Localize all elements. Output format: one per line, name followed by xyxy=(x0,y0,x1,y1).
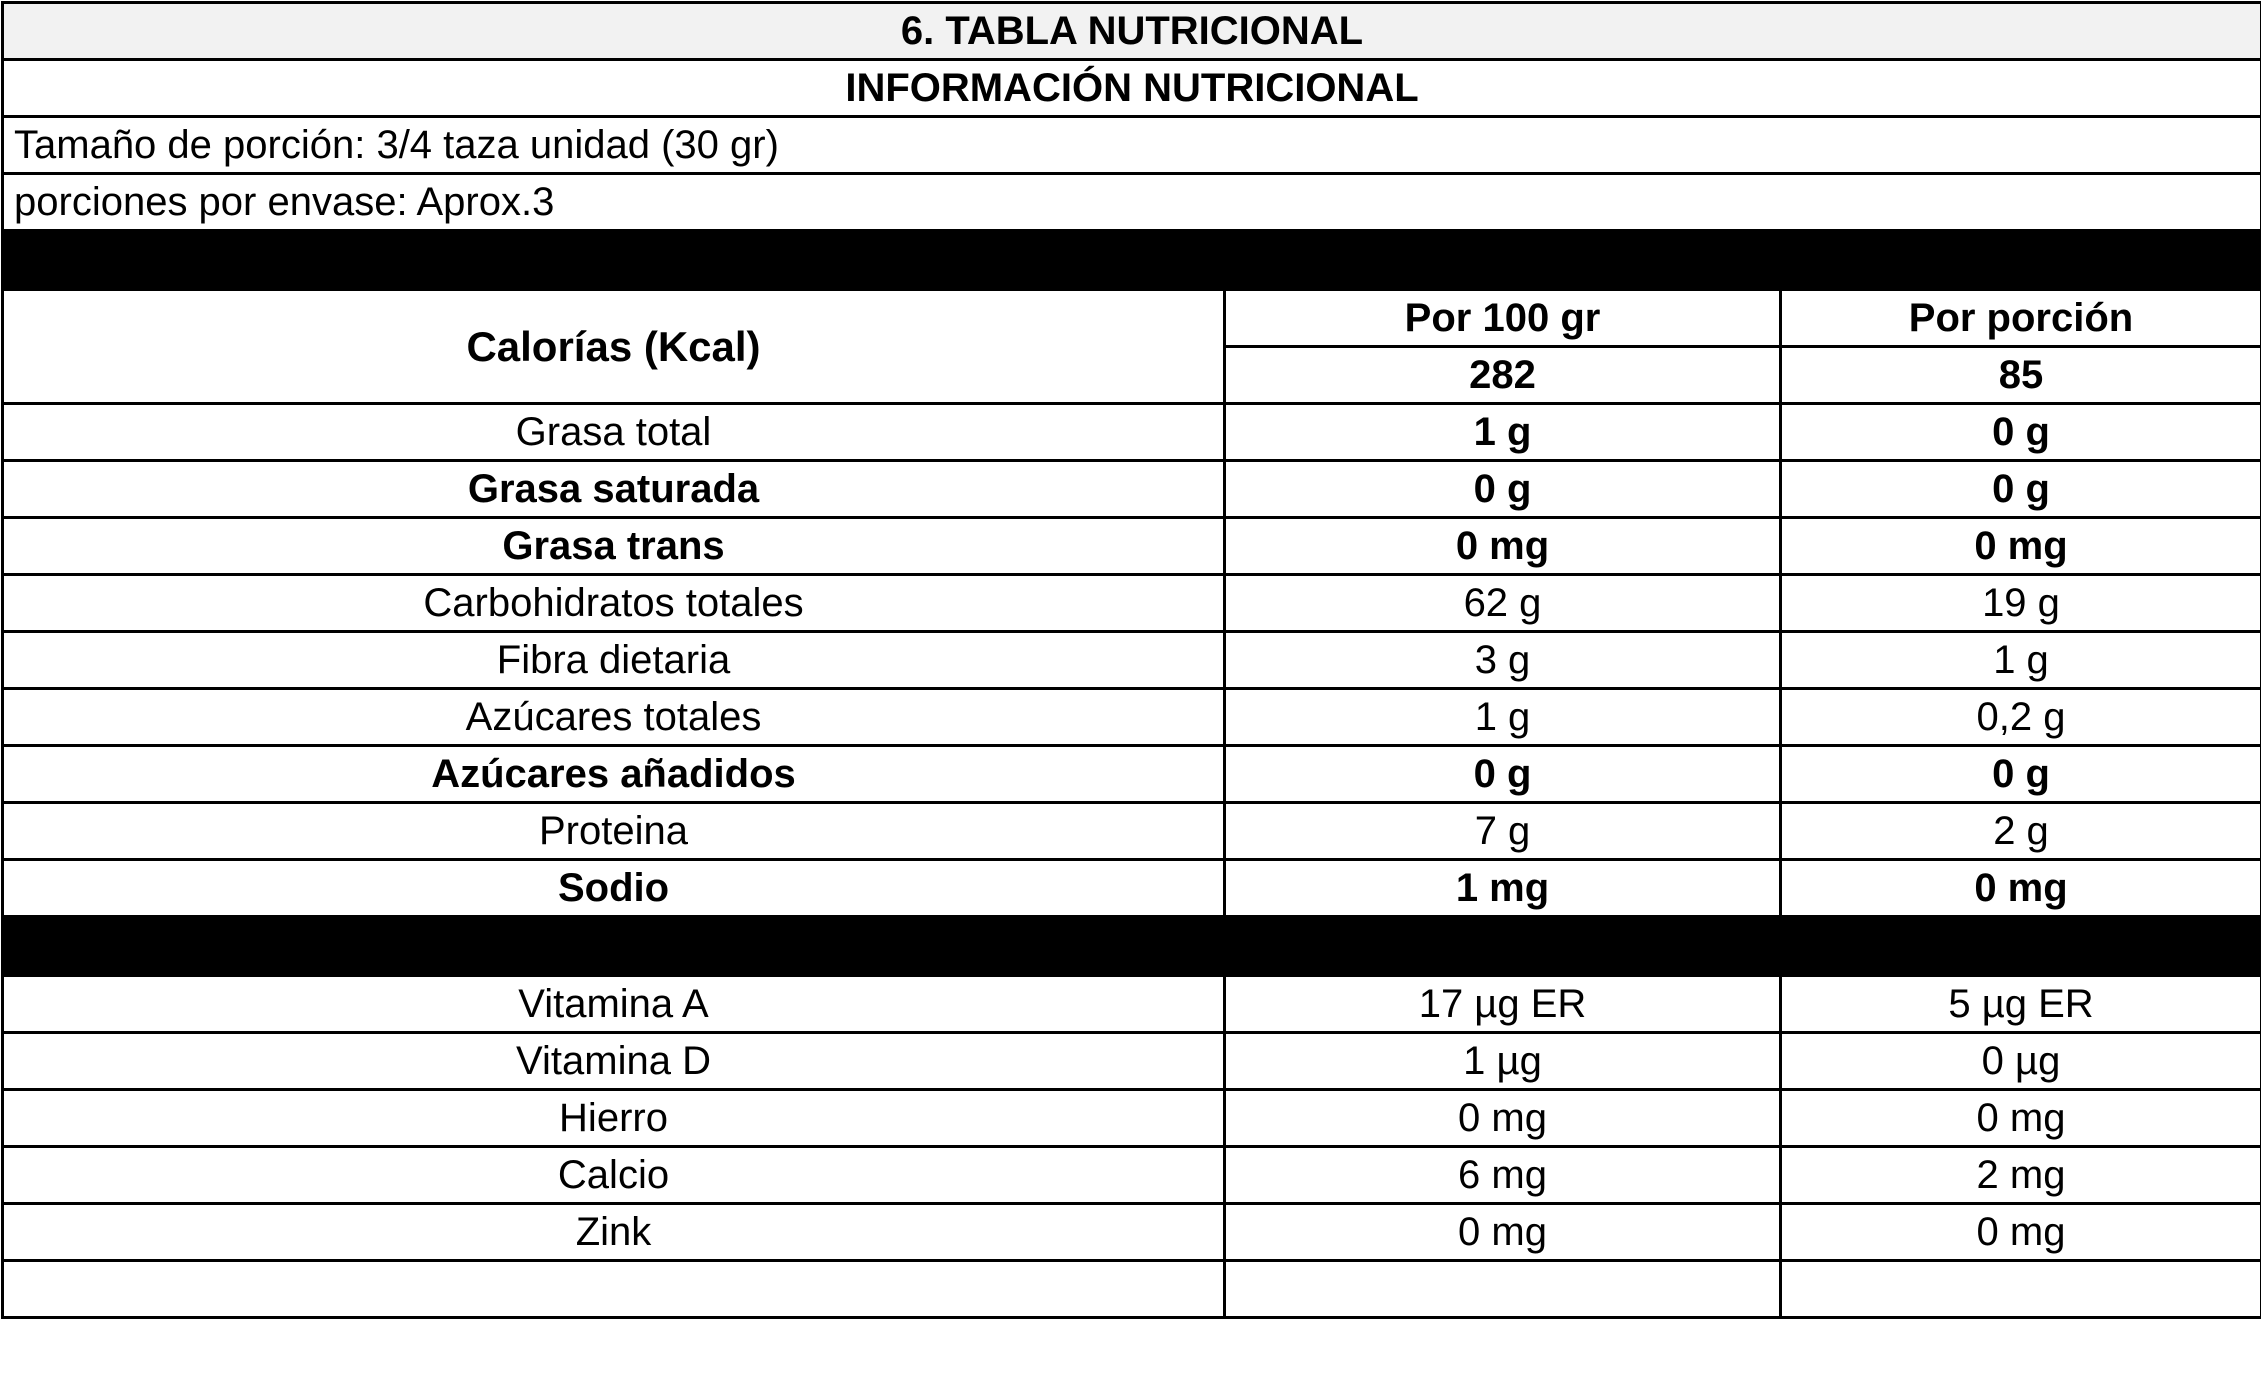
nutrient-per-100g: 1 g xyxy=(1225,404,1781,461)
nutrient-name: Grasa saturada xyxy=(3,461,1225,518)
micronutrient-name: Vitamina A xyxy=(3,976,1225,1033)
nutrient-per-100g: 0 g xyxy=(1225,461,1781,518)
calories-per-serving: 85 xyxy=(1781,347,2261,404)
black-separator-bar xyxy=(3,917,2261,976)
nutrient-per-100g: 1 g xyxy=(1225,689,1781,746)
servings-per-container-row xyxy=(3,174,2261,231)
nutrient-row-fibra xyxy=(3,632,2261,689)
nutrient-per-serving: 0 g xyxy=(1781,404,2261,461)
micronutrient-row-vitamina-d xyxy=(3,1033,2261,1090)
micronutrient-row-hierro xyxy=(3,1090,2261,1147)
nutrient-per-serving: 19 g xyxy=(1781,575,2261,632)
nutrient-row-grasa-trans xyxy=(3,518,2261,575)
empty-row xyxy=(3,1261,2261,1318)
nutrient-name: Azúcares añadidos xyxy=(3,746,1225,803)
serving-size-row xyxy=(3,117,2261,174)
micronutrient-per-serving: 0 mg xyxy=(1781,1204,2261,1261)
micronutrient-per-100g: 6 mg xyxy=(1225,1147,1781,1204)
title-row xyxy=(3,3,2261,60)
nutrient-per-serving: 0 mg xyxy=(1781,860,2261,917)
nutrient-per-100g: 3 g xyxy=(1225,632,1781,689)
servings-per-container: porciones por envase: Aprox.3 xyxy=(3,174,2261,231)
nutrient-row-sodio xyxy=(3,860,2261,917)
per-100g-header: Por 100 gr xyxy=(1225,290,1781,347)
micronutrient-name: Zink xyxy=(3,1204,1225,1261)
micronutrient-name: Hierro xyxy=(3,1090,1225,1147)
nutrient-per-100g: 62 g xyxy=(1225,575,1781,632)
nutrient-name: Sodio xyxy=(3,860,1225,917)
micronutrient-name: Vitamina D xyxy=(3,1033,1225,1090)
nutrient-name: Grasa trans xyxy=(3,518,1225,575)
nutrient-name: Proteina xyxy=(3,803,1225,860)
table-subtitle: INFORMACIÓN NUTRICIONAL xyxy=(3,60,2261,117)
nutrient-per-100g: 0 mg xyxy=(1225,518,1781,575)
nutrient-per-100g: 0 g xyxy=(1225,746,1781,803)
nutrient-per-serving: 0 g xyxy=(1781,461,2261,518)
micronutrient-row-zink xyxy=(3,1204,2261,1261)
micronutrient-per-100g: 17 µg ER xyxy=(1225,976,1781,1033)
nutrient-row-proteina xyxy=(3,803,2261,860)
nutrient-row-carbohidratos xyxy=(3,575,2261,632)
nutrient-row-grasa-saturada xyxy=(3,461,2261,518)
table-title: 6. TABLA NUTRICIONAL xyxy=(3,3,2261,60)
calories-header-row xyxy=(3,290,2261,347)
micronutrient-per-100g: 0 mg xyxy=(1225,1090,1781,1147)
calories-label: Calorías (Kcal) xyxy=(3,290,1225,404)
nutrient-per-serving: 2 g xyxy=(1781,803,2261,860)
nutrient-per-serving: 0 g xyxy=(1781,746,2261,803)
nutrient-row-azucares-anadidos xyxy=(3,746,2261,803)
micronutrient-per-serving: 5 µg ER xyxy=(1781,976,2261,1033)
nutrient-name: Grasa total xyxy=(3,404,1225,461)
subtitle-row xyxy=(3,60,2261,117)
nutrient-name: Carbohidratos totales xyxy=(3,575,1225,632)
nutrient-name: Fibra dietaria xyxy=(3,632,1225,689)
nutrient-per-100g: 1 mg xyxy=(1225,860,1781,917)
micronutrient-row-vitamina-a xyxy=(3,976,2261,1033)
nutrient-per-100g: 7 g xyxy=(1225,803,1781,860)
micronutrient-per-serving: 2 mg xyxy=(1781,1147,2261,1204)
micronutrient-name: Calcio xyxy=(3,1147,1225,1204)
serving-size: Tamaño de porción: 3/4 taza unidad (30 gr) xyxy=(3,117,2261,174)
micronutrient-per-serving: 0 µg xyxy=(1781,1033,2261,1090)
nutrient-per-serving: 0,2 g xyxy=(1781,689,2261,746)
nutrient-per-serving: 0 mg xyxy=(1781,518,2261,575)
nutrient-row-azucares-totales xyxy=(3,689,2261,746)
nutrient-name: Azúcares totales xyxy=(3,689,1225,746)
nutrient-per-serving: 1 g xyxy=(1781,632,2261,689)
micronutrient-per-100g: 0 mg xyxy=(1225,1204,1781,1261)
nutrition-table xyxy=(1,1,2261,1319)
micronutrient-row-calcio xyxy=(3,1147,2261,1204)
micronutrient-per-100g: 1 µg xyxy=(1225,1033,1781,1090)
micronutrient-per-serving: 0 mg xyxy=(1781,1090,2261,1147)
black-separator-bar xyxy=(3,231,2261,290)
per-serving-header: Por porción xyxy=(1781,290,2261,347)
nutrient-row-grasa-total xyxy=(3,404,2261,461)
calories-per-100g: 282 xyxy=(1225,347,1781,404)
